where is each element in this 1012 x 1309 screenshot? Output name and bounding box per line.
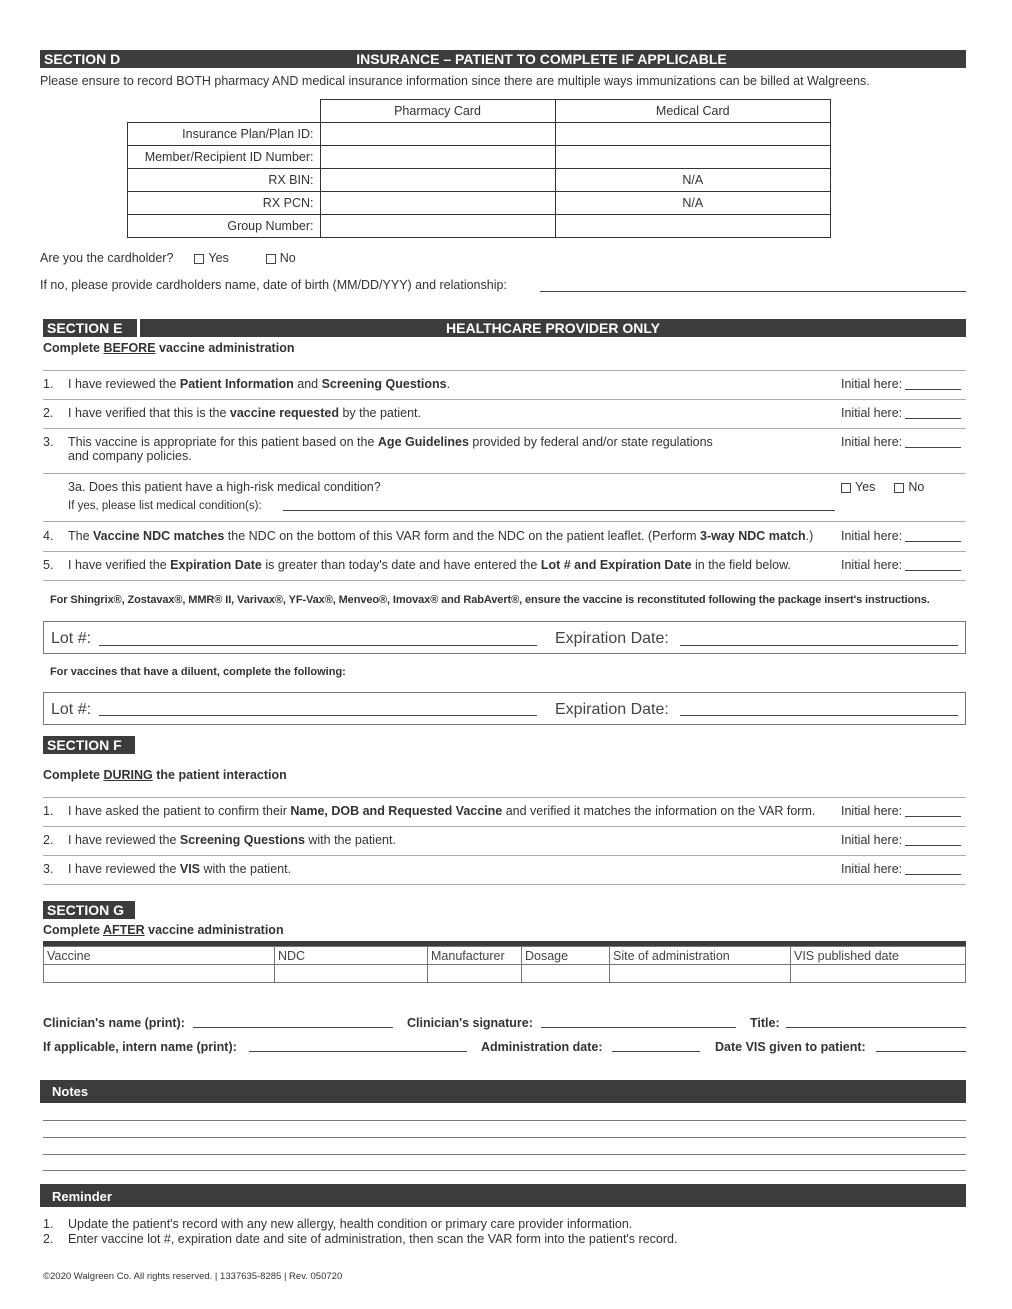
section-d-label: SECTION D: [40, 50, 134, 68]
medical-cell[interactable]: [555, 146, 831, 169]
cardholder-yes-checkbox[interactable]: [194, 254, 204, 264]
section-d-title: INSURANCE – PATIENT TO COMPLETE IF APPLICABLE: [356, 51, 727, 67]
expiration-line-2[interactable]: [680, 715, 958, 716]
col-ndc: NDC: [275, 947, 428, 965]
section-e-initial-label: Initial here:: [841, 558, 903, 572]
medical-cell: N/A: [555, 169, 831, 192]
row-label: Insurance Plan/Plan ID:: [128, 123, 321, 146]
notes-header: [40, 1080, 966, 1103]
section-f-initial-label: Initial here:: [841, 833, 903, 847]
section-f-initial-label: Initial here:: [841, 862, 903, 876]
ndc-cell[interactable]: [275, 965, 428, 983]
subtitle-pre: Complete: [43, 768, 104, 782]
section-f-subtitle: [43, 768, 287, 782]
section-f-item-number: 1.: [43, 804, 54, 818]
table-row: [128, 192, 831, 215]
expiration-label-2: Expiration Date:: [555, 701, 669, 718]
table-row: [128, 123, 831, 146]
q3a-no-checkbox[interactable]: [894, 483, 904, 493]
section-f-label: SECTION F: [43, 736, 135, 754]
footer-copyright: ©2020 Walgreen Co. All rights reserved. | 1337635-8285 | Rev. 050720: [43, 1271, 343, 1282]
section-f-initial-label: Initial here:: [841, 804, 903, 818]
row-label: Member/Recipient ID Number:: [128, 146, 321, 169]
dosage-cell[interactable]: [522, 965, 610, 983]
section-e-item-number: 4.: [43, 529, 54, 543]
section-e-title: HEALTHCARE PROVIDER ONLY: [446, 320, 660, 336]
reminder-num-2: 2.: [43, 1232, 54, 1246]
medical-card-header: Medical Card: [555, 100, 831, 123]
lot-label-2: Lot #:: [51, 701, 92, 718]
cardholder-question: [40, 251, 296, 265]
lot-line-2[interactable]: [99, 715, 537, 716]
subtitle-post: vaccine administration: [155, 341, 295, 355]
pharmacy-cell[interactable]: [320, 215, 555, 238]
notes-line[interactable]: [43, 1154, 966, 1155]
section-f-initial-line[interactable]: [905, 874, 961, 875]
expiration-line-1[interactable]: [680, 645, 958, 646]
cardholder-details-line[interactable]: [540, 291, 966, 292]
section-e-initial-label: Initial here:: [841, 406, 903, 420]
expiration-label-1: Expiration Date:: [555, 630, 669, 647]
q3a-yes-checkbox[interactable]: [841, 483, 851, 493]
row-label: Group Number:: [128, 215, 321, 238]
col-vaccine: Vaccine: [44, 947, 275, 965]
section-f-item-text: I have reviewed the VIS with the patient.: [68, 862, 292, 876]
section-e-item-number: 2.: [43, 406, 54, 420]
q3a-question: 3a. Does this patient have a high-risk medical condition?: [68, 480, 381, 494]
section-f-initial-line[interactable]: [905, 845, 961, 846]
pharmacy-cell[interactable]: [320, 123, 555, 146]
section-e-label: SECTION E: [43, 319, 137, 337]
pharmacy-cell[interactable]: [320, 192, 555, 215]
section-e-item-text: I have verified the Expiration Date is greater than today's date and have entered the Lot # and Expiration Date in the field below.: [68, 558, 791, 572]
diluent-note: For vaccines that have a diluent, complete the following:: [50, 666, 346, 678]
clinician-name-line[interactable]: [193, 1027, 393, 1028]
section-f-item-text: I have asked the patient to confirm their Name, DOB and Requested Vaccine and verified it matches the information on the VAR form.: [68, 804, 816, 818]
section-d-intro: Please ensure to record BOTH pharmacy AND medical insurance information since there are multiple ways immunizations can be billed at Walgreens.: [40, 74, 870, 88]
notes-line[interactable]: [43, 1137, 966, 1138]
section-e-subtitle: [43, 341, 294, 355]
notes-line[interactable]: [43, 1120, 966, 1121]
row-label: RX PCN:: [128, 192, 321, 215]
cardholder-details-label: If no, please provide cardholders name, date of birth (MM/DD/YYY) and relationship:: [40, 278, 507, 292]
vaccine-cell[interactable]: [44, 965, 275, 983]
section-f-item-number: 3.: [43, 862, 54, 876]
subtitle-post: vaccine administration: [144, 923, 284, 937]
cardholder-no-checkbox[interactable]: [266, 254, 276, 264]
section-e-item-text: This vaccine is appropriate for this patient based on the Age Guidelines provided by federal and/or state regulations and company policies.: [68, 435, 713, 463]
subtitle-em: AFTER: [102, 923, 145, 937]
manufacturer-cell[interactable]: [428, 965, 522, 983]
title-line[interactable]: [786, 1027, 966, 1028]
pharmacy-cell[interactable]: [320, 146, 555, 169]
medical-cell[interactable]: [555, 123, 831, 146]
lot-line-1[interactable]: [99, 645, 537, 646]
medical-cell: N/A: [555, 192, 831, 215]
section-e-initial-label: Initial here:: [841, 529, 903, 543]
col-site: Site of administration: [610, 947, 791, 965]
clinician-signature-line[interactable]: [541, 1027, 736, 1028]
section-g-subtitle: [43, 923, 284, 937]
intern-name-label: If applicable, intern name (print):: [43, 1040, 237, 1054]
medical-condition-line[interactable]: [283, 510, 835, 511]
table-row: [128, 215, 831, 238]
section-e-item-number: 3.: [43, 435, 54, 449]
col-dosage: Dosage: [522, 947, 610, 965]
q3a-options: [841, 480, 924, 494]
cardholder-question-text: Are you the cardholder?: [40, 251, 174, 265]
section-e-initial-line[interactable]: [905, 418, 961, 419]
subtitle-pre: Complete: [43, 341, 104, 355]
section-e-item-text: I have reviewed the Patient Information and Screening Questions.: [68, 377, 451, 391]
subtitle-post: the patient interaction: [152, 768, 287, 782]
clinician-name-label: Clinician's name (print):: [43, 1016, 185, 1030]
table-row: [128, 146, 831, 169]
section-e-initial-line[interactable]: [905, 570, 961, 571]
section-e-item-number: 1.: [43, 377, 54, 391]
col-manufacturer: Manufacturer: [428, 947, 522, 965]
section-f-initial-line[interactable]: [905, 816, 961, 817]
section-f-item-text: I have reviewed the Screening Questions with the patient.: [68, 833, 396, 847]
table-row: [128, 169, 831, 192]
cardholder-no-label: No: [279, 251, 296, 265]
subtitle-pre: Complete: [43, 923, 103, 937]
section-e-item-number: 5.: [43, 558, 54, 572]
vis-given-date-label: Date VIS given to patient:: [715, 1040, 866, 1054]
intern-name-line[interactable]: [249, 1051, 467, 1052]
reconstitute-note: For Shingrix®, Zostavax®, MMR® II, Varivax®, YF-Vax®, Menveo®, Imovax® and RabAvert®, ensure the vaccine is reconstituted following the package insert's instructions.: [50, 594, 930, 606]
row-label: RX BIN:: [128, 169, 321, 192]
reminder-text-1: Update the patient's record with any new allergy, health condition or primary care provider information.: [68, 1217, 633, 1231]
clinician-signature-label: Clinician's signature:: [407, 1016, 533, 1030]
section-e-initial-label: Initial here:: [841, 435, 903, 449]
lot-label-1: Lot #:: [51, 630, 92, 647]
reminder-title: Reminder: [52, 1189, 112, 1204]
section-e-initial-line[interactable]: [905, 447, 961, 448]
notes-title: Notes: [52, 1084, 89, 1099]
cardholder-yes-label: Yes: [208, 251, 229, 265]
section-g-label: SECTION G: [43, 901, 135, 919]
pharmacy-cell[interactable]: [320, 169, 555, 192]
q3a-list-label: If yes, please list medical condition(s):: [68, 500, 262, 512]
section-e-item-text: The Vaccine NDC matches the NDC on the bottom of this VAR form and the NDC on the patient leaflet. (Perform 3-way NDC match.): [68, 529, 814, 543]
section-e-item-text: I have verified that this is the vaccine requested by the patient.: [68, 406, 421, 420]
lot-box-1: [43, 621, 966, 654]
section-e-initial-label: Initial here:: [841, 377, 903, 391]
vis-given-date-line[interactable]: [876, 1051, 966, 1052]
vaccine-table: [43, 946, 966, 983]
administration-date-line[interactable]: [612, 1051, 700, 1052]
section-f-item-number: 2.: [43, 833, 54, 847]
title-label: Title:: [750, 1016, 780, 1030]
insurance-table: [127, 99, 831, 238]
subtitle-em: BEFORE: [103, 341, 156, 355]
table-row: [44, 965, 966, 983]
section-e-initial-line[interactable]: [905, 389, 961, 390]
lot-box-2: [43, 692, 966, 725]
vis-date-cell[interactable]: [791, 965, 966, 983]
reminder-num-1: 1.: [43, 1217, 54, 1231]
reminder-text-2: Enter vaccine lot #, expiration date and site of administration, then scan the VAR form into the patient's record.: [68, 1232, 678, 1246]
subtitle-em: DURING: [103, 768, 153, 782]
reminder-header: [40, 1184, 966, 1207]
section-e-initial-line[interactable]: [905, 541, 961, 542]
notes-line[interactable]: [43, 1170, 966, 1171]
medical-cell[interactable]: [555, 215, 831, 238]
col-vis-date: VIS published date: [791, 947, 966, 965]
pharmacy-card-header: Pharmacy Card: [320, 100, 555, 123]
q3a-no-label: No: [908, 480, 925, 494]
administration-date-label: Administration date:: [481, 1040, 603, 1054]
site-cell[interactable]: [610, 965, 791, 983]
q3a-yes-label: Yes: [855, 480, 876, 494]
